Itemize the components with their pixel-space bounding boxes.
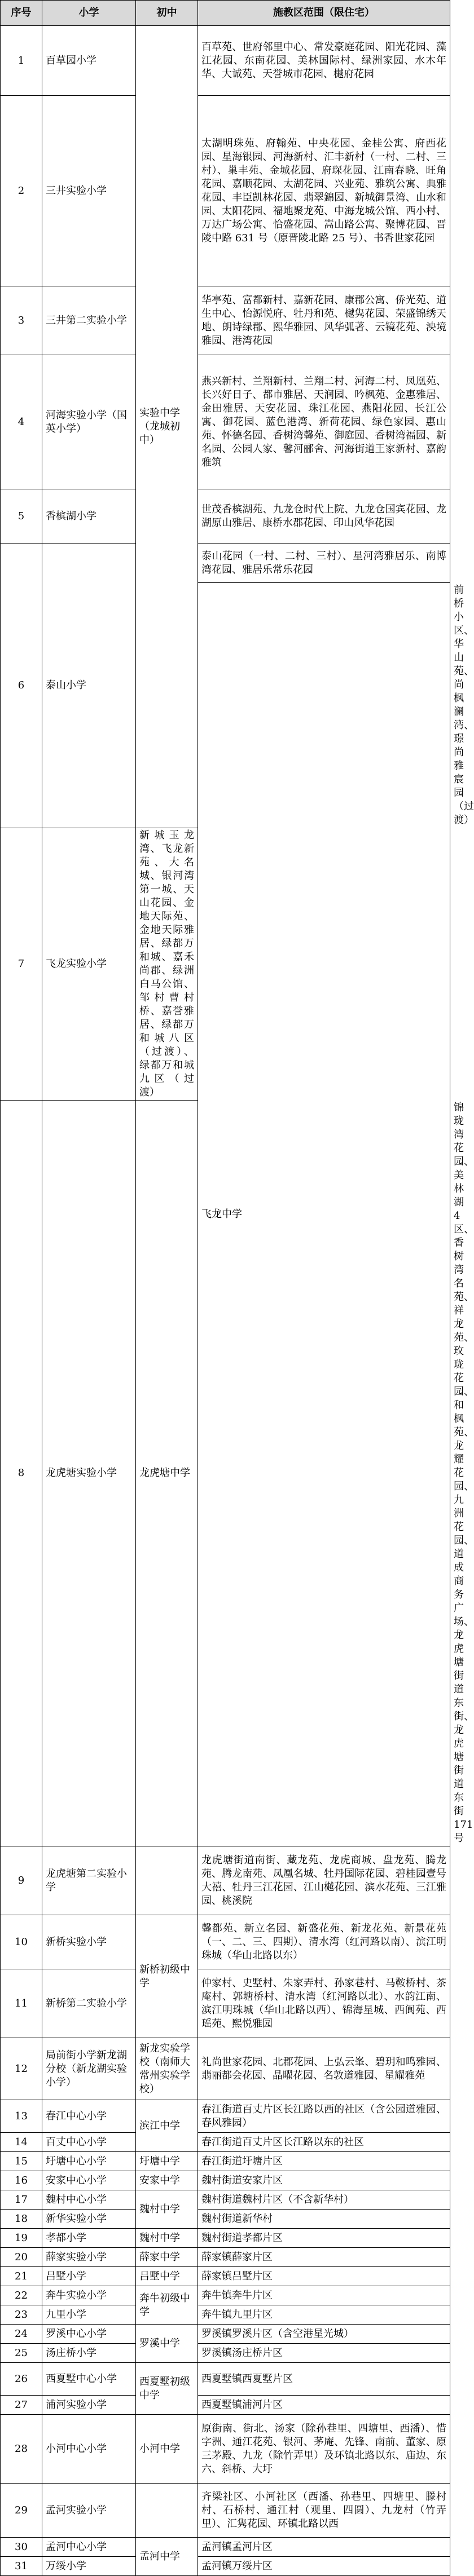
header-scope: 施教区范围（限住宅） — [198, 1, 450, 26]
table-row — [1, 489, 450, 544]
primary-school-name: 百丈中心小学 — [42, 2133, 136, 2152]
district-scope: 泰山花园（一村、二村、三村）、星河湾雅居乐、南博湾花园、雅居乐常乐花园 — [198, 544, 450, 583]
table-row — [1, 2396, 450, 2415]
district-scope: 西夏墅镇浦河片区 — [198, 2396, 450, 2415]
table-row — [1, 1969, 450, 2038]
table-row — [1, 2210, 450, 2229]
row-number: 2 — [1, 96, 42, 286]
district-scope: 世茂香槟湖苑、九龙仓时代上院、九龙仓国宾花园、龙湖原山雅居、康桥水郡花园、印山风华花园 — [198, 489, 450, 544]
row-number: 11 — [1, 1969, 42, 2038]
district-scope: 奔牛镇奔牛片区 — [198, 2286, 450, 2305]
middle-school-name: 圩塘中学 — [136, 2152, 198, 2171]
row-number: 4 — [1, 355, 42, 489]
row-number: 30 — [1, 2538, 42, 2557]
table-row — [1, 544, 450, 583]
row-number: 31 — [1, 2557, 42, 2576]
row-number: 10 — [1, 1915, 42, 1969]
row-number: 28 — [1, 2415, 42, 2484]
district-scope: 太湖明珠苑、府翰苑、中央花园、金桂公寓、府西花园、星海银园、河海新村、汇丰新村（一村、二村、三村）、巢丰苑、金城花园、府琛花园、江南春晓、旺角花园、嘉顺花园、太湖花园、兴业苑、雅筑公寓、典雅花园、丰臣凯林花园、翡翠錦园、新城御景湾、山水和园、太阳花园、福地聚龙苑、中海龙城公馆、西小村、万达广场公寓、恰盛花园、嵩山路公寓、聚博花园、晋陵中路 631 号（原晋陵北路 25 号）、书香世家花园 — [198, 96, 450, 286]
table-row — [1, 2557, 450, 2576]
row-number: 26 — [1, 2363, 42, 2396]
row-number: 20 — [1, 2248, 42, 2267]
table-row — [1, 2363, 450, 2396]
district-scope: 春江街道圩塘片区 — [198, 2152, 450, 2171]
table-row — [1, 2484, 450, 2538]
district-scope: 魏村街道魏村片区（不含新华村） — [198, 2190, 450, 2210]
row-number: 17 — [1, 2190, 42, 2210]
primary-school-name: 龙虎塘第二实验小学 — [42, 1846, 136, 1915]
primary-school-name: 河海实验小学（国英小学） — [42, 355, 136, 489]
row-number: 6 — [1, 544, 42, 828]
primary-school-name: 泰山小学 — [42, 544, 136, 828]
table-row — [1, 2538, 450, 2557]
district-scope: 薛家镇薛家片区 — [198, 2248, 450, 2267]
row-number: 1 — [1, 26, 42, 96]
primary-school-name: 安家中心小学 — [42, 2171, 136, 2190]
table-row: 8 龙虎塘实验小学 龙虎塘中学 锦珑湾花园、美林湖 4 区、香树湾名苑、祥龙苑、玫珑花园、和枫苑、龙耀花园、九洲花园、道成商务广场、龙虎塘街道东街、龙虎塘街道东街 171 号 — [1, 1101, 450, 1846]
middle-school-name: 薛家中学 — [136, 2248, 198, 2267]
middle-school-name: 魏村中学 — [136, 2229, 198, 2248]
table-row — [1, 2305, 450, 2325]
middle-school-name: 奔牛初级中学 — [136, 2286, 198, 2325]
table-header-row — [1, 1, 450, 26]
district-scope: 春江街道百丈片区长江路以东的社区 — [198, 2133, 450, 2152]
header-middle-school: 初中 — [136, 1, 198, 26]
table-row — [1, 2248, 450, 2267]
district-scope: 奔牛镇九里片区 — [198, 2305, 450, 2325]
table-row — [1, 1915, 450, 1969]
row-number: 14 — [1, 2133, 42, 2152]
table-body — [1, 26, 474, 2576]
district-scope: 龙虎塘街道南街、藏龙苑、龙虎商城、盘龙苑、腾龙苑、腾龙南苑、凤凰名城、牡丹国际花园、碧桂园壹号大禧、牡丹三江花园、江山樾花园、滨水花苑、三江雅园、桃溪院 — [198, 1846, 450, 1915]
primary-school-name: 春江中心小学 — [42, 2100, 136, 2133]
table-row — [1, 2229, 450, 2248]
row-number: 19 — [1, 2229, 42, 2248]
primary-school-name: 薛家实验小学 — [42, 2248, 136, 2267]
primary-school-name: 浦河实验小学 — [42, 2396, 136, 2415]
row-number: 8 — [1, 1101, 42, 1846]
district-scope: 华亭苑、富都新村、嘉新花园、康郡公寓、侨光苑、道生中心、怡源悦府、牡丹和苑、樾隽花园、荣盛锦绣天地、朗诗绿郡、熙华雅园、风华弧著、云镜花苑、泱境雅园、港湾花园 — [198, 286, 450, 355]
district-scope: 魏村街道孝都片区 — [198, 2229, 450, 2248]
table-row — [1, 96, 450, 286]
row-number: 18 — [1, 2210, 42, 2229]
table-row — [1, 2190, 450, 2210]
primary-school-name: 龙虎塘实验小学 — [42, 1101, 136, 1846]
middle-school-name: 龙虎塘中学 — [136, 1101, 198, 1846]
primary-school-name: 百草园小学 — [42, 26, 136, 96]
row-number: 25 — [1, 2344, 42, 2363]
row-number: 3 — [1, 286, 42, 355]
district-scope: 礼尚世家花园、北郡花园、上弘云峯、碧玥和鸣雅园、翡丽都会花园、晶曜花园、名敦道雅园、星耀雅苑 — [198, 2038, 450, 2100]
primary-school-name: 孟河中心小学 — [42, 2538, 136, 2557]
district-scope: 孟河镇孟河片区 — [198, 2538, 450, 2557]
district-scope: 薛家镇吕墅片区 — [198, 2267, 450, 2286]
middle-school-name: 西夏墅初级中学 — [136, 2363, 198, 2415]
table-row — [1, 2133, 450, 2152]
primary-school-name: 西夏墅中心小学 — [42, 2363, 136, 2396]
district-scope: 孟河镇万绥片区 — [198, 2557, 450, 2576]
table-row: 飞龙中学 前桥小区、华山苑、尚枫澜湾、璟尚雅宸园（过渡） — [1, 583, 450, 828]
row-number: 12 — [1, 2038, 42, 2100]
primary-school-name: 吕墅小学 — [42, 2267, 136, 2286]
primary-school-name: 圩塘中心小学 — [42, 2152, 136, 2171]
row-number: 15 — [1, 2152, 42, 2171]
middle-school-name: 小河中学 — [136, 2415, 198, 2484]
primary-school-name: 奔牛实验小学 — [42, 2286, 136, 2305]
table-row — [1, 2325, 450, 2344]
row-number: 27 — [1, 2396, 42, 2415]
row-number: 9 — [1, 1846, 42, 1915]
table-row — [1, 286, 450, 355]
row-number: 7 — [1, 828, 42, 1101]
middle-school-empty — [136, 1846, 198, 1915]
row-number: 21 — [1, 2267, 42, 2286]
row-number: 29 — [1, 2484, 42, 2538]
middle-school-name: 孟河中学 — [136, 2538, 198, 2576]
middle-school-name: 滨江中学 — [136, 2100, 198, 2152]
primary-school-name: 孟河实验小学 — [42, 2484, 136, 2538]
primary-school-name: 局前街小学新龙湖分校（新龙湖实验小学） — [42, 2038, 136, 2100]
primary-school-name: 孝都小学 — [42, 2229, 136, 2248]
middle-school-name: 新龙实验学校（南师大常州实验学校） — [136, 2038, 198, 2100]
middle-school-name: 罗溪中学 — [136, 2325, 198, 2363]
district-scope: 魏村街道新华村 — [198, 2210, 450, 2229]
primary-school-name: 小河中心小学 — [42, 2415, 136, 2484]
district-scope: 馨都苑、新立名园、新盛花苑、新龙花苑、新景花苑（一、二、三、四期）、清水湾（红河路以南）、滨江明珠城（华山北路以东） — [198, 1915, 450, 1969]
primary-school-name: 三井第二实验小学 — [42, 286, 136, 355]
middle-school-name: 魏村中学 — [136, 2190, 198, 2229]
primary-school-name: 新华实验小学 — [42, 2210, 136, 2229]
middle-school-name: 安家中学 — [136, 2171, 198, 2190]
table-row — [1, 1846, 450, 1915]
district-scope: 仲家村、史墅村、朱家弄村、孙家巷村、马鞍桥村、茶庵村、郭塘桥村、清水湾（红河路以北）、水韵江南、滨江明珠城（华山北路以西）、锦海星城、西阆苑、西瑶苑、熙悦雅园 — [198, 1969, 450, 2038]
district-scope: 西夏墅镇西夏墅片区 — [198, 2363, 450, 2396]
table-row — [1, 26, 450, 96]
row-number: 22 — [1, 2286, 42, 2305]
primary-school-name: 罗溪中心小学 — [42, 2325, 136, 2344]
middle-school-empty — [136, 2484, 198, 2538]
row-number: 5 — [1, 489, 42, 544]
primary-school-name: 九里小学 — [42, 2305, 136, 2325]
primary-school-name: 新桥第二实验小学 — [42, 1969, 136, 2038]
primary-school-name: 汤庄桥小学 — [42, 2344, 136, 2363]
primary-school-name: 香槟湖小学 — [42, 489, 136, 544]
primary-school-name: 新桥实验小学 — [42, 1915, 136, 1969]
middle-school-name: 吕墅中学 — [136, 2267, 198, 2286]
table-row — [1, 2100, 450, 2133]
table-row — [1, 2171, 450, 2190]
district-scope: 春江街道百丈片区长江路以西的社区（含公园道雅园、春风雅园） — [198, 2100, 450, 2133]
primary-school-name: 万绥小学 — [42, 2557, 136, 2576]
primary-school-name: 三井实验小学 — [42, 96, 136, 286]
district-scope: 百草苑、世府邻里中心、常发豪庭花园、阳光花园、藻江花园、东南花园、美林国际村、绿洲家园、水木年华、大诚苑、天誉城市花园、樾府花园 — [198, 26, 450, 96]
header-no: 序号 — [1, 1, 42, 26]
table-row — [1, 2344, 450, 2363]
row-number: 24 — [1, 2325, 42, 2344]
district-scope: 罗溪镇罗溪片区（含空港星光城） — [198, 2325, 450, 2344]
primary-school-name: 飞龙实验小学 — [42, 828, 136, 1101]
middle-school-name: 飞龙中学 — [198, 583, 450, 1846]
primary-school-name: 魏村中心小学 — [42, 2190, 136, 2210]
table-row — [1, 2286, 450, 2305]
district-scope: 罗溪镇汤庄桥片区 — [198, 2344, 450, 2363]
table-row — [1, 2267, 450, 2286]
district-scope: 新城玉龙湾、飞龙新苑、大名城、银河湾第一城、天山花园、金地天际苑、金地天际雅居、绿都万和城、嘉禾尚郡、绿洲白马公馆、邹村曹村桥、嘉誉雅居、绿都万和城八区（过渡）、绿都万和城九区（过渡） — [136, 828, 198, 1101]
district-scope: 燕兴新村、兰翔新村、兰翔二村、河海二村、凤凰苑、长兴好日子、都市雅居、天润园、吟枫苑、金惠雅居、金田雅居、天安花园、珠江花园、燕阳花园、长江公寓、御花园、蓝色港湾、新荷花园、绿色家园、惠山苑、怀德名园、香树湾馨苑、御庭园、香树湾福园、新名园、公园人家、馨河郦舍、河海街道王家新村、嘉韵雅筑 — [198, 355, 450, 489]
district-scope: 齐梁社区、小河社区（西潘、孙巷里、四塘里、滕村村、石桥村、通江村（观里、四圆）、九龙村（竹弄里）、汇隽花园、环镇北路以西 — [198, 2484, 450, 2538]
table-row — [1, 2152, 450, 2171]
middle-school-name: 实验中学（龙城初中） — [136, 26, 198, 828]
row-number: 23 — [1, 2305, 42, 2325]
row-number: 16 — [1, 2171, 42, 2190]
district-scope: 原街南、街北、汤家（除孙巷里、四塘里、西潘）、惜字洲、通江花苑、银河、茅庵、先锋、南前、董家、原三茅殿、九龙（除竹弄里）及环镇北路以东、庙边、东六、斜桥、大圩 — [198, 2415, 450, 2484]
table-row — [1, 355, 450, 489]
row-number: 13 — [1, 2100, 42, 2133]
middle-school-name: 新桥初级中学 — [136, 1915, 198, 2038]
district-scope: 魏村街道安家片区 — [198, 2171, 450, 2190]
table-row — [1, 2415, 450, 2484]
table-row — [1, 2038, 450, 2100]
header-primary-school: 小学 — [42, 1, 136, 26]
